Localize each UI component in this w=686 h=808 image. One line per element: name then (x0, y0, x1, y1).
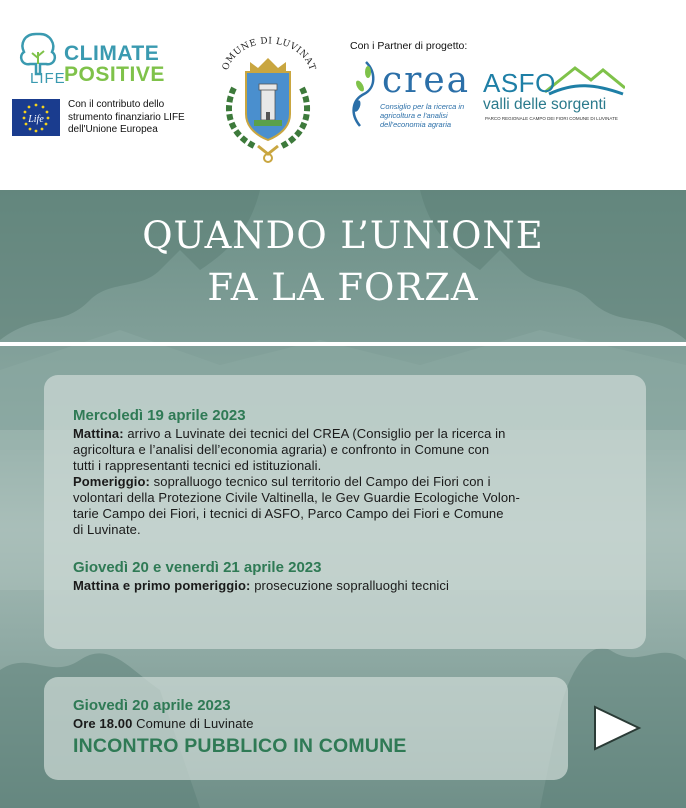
crea-subtitle: Consiglio per la ricerca in agricoltura e l'analisi dell'economia agraria (380, 102, 465, 129)
afternoon-line-4: di Luvinate. (73, 522, 141, 537)
afternoon-label: Pomeriggio: (73, 474, 150, 489)
day1-heading: Mercoledì 19 aprile 2023 (73, 407, 246, 424)
luvinate-crest (214, 28, 322, 168)
asfo-name: ASFO (483, 68, 556, 98)
eu-contribution-text: Con il contributo dello strumento finanziario LIFE dell'Unione Europea (68, 99, 185, 135)
climate-positive-logo (16, 30, 181, 90)
crest-label: OMUNE DI LUVINAT (221, 36, 318, 72)
asfo-logo (483, 58, 633, 128)
play-icon[interactable] (592, 704, 642, 752)
asfo-tagline: valli delle sorgenti (483, 96, 607, 113)
event-time: Ore 18.00 (73, 716, 133, 731)
wheat-icon (346, 58, 380, 130)
page-title-line-1: QUANDO L’UNIONE (142, 214, 544, 257)
partners-label: Con i Partner di progetto: (350, 40, 468, 52)
life-label: LIFE (30, 70, 66, 87)
day1-morning-text (73, 426, 578, 538)
climate-label: CLIMATE (64, 42, 160, 65)
event-place: Comune di Luvinate (132, 716, 254, 731)
asfo-subtitle: PARCO REGIONALE CAMPO DEI FIORI COMUNE DI LUVINATE (485, 116, 618, 121)
crea-name: crea (382, 60, 471, 101)
afternoon-line-1: sopralluogo tecnico sul territorio del Campo dei Fiori con i (149, 474, 491, 489)
event-heading: Giovedì 20 aprile 2023 (73, 697, 231, 714)
day2-heading: Giovedì 20 e venerdì 21 aprile 2023 (73, 559, 322, 576)
afternoon-line-3: tarie Campo dei Fiori, i tecnici di ASFO, Parco Campo dei Fiori e Comune (73, 506, 504, 521)
eu-flag-label: Life (28, 114, 44, 125)
morning-label: Mattina: (73, 426, 124, 441)
page-title-line-2: FA LA FORZA (207, 266, 479, 309)
crea-logo (346, 58, 476, 130)
morning-line-2: agricoltura e l’analisi dell’economia agraria) e confronto in Comune con (73, 442, 490, 457)
eu-flag-icon (12, 99, 60, 136)
header (0, 0, 686, 190)
day2-label: Mattina e primo pomeriggio: (73, 578, 251, 593)
mountain-icon (545, 62, 625, 96)
positive-label: POSITIVE (64, 63, 165, 86)
day2-text (73, 578, 578, 594)
morning-line-3: tutti i rappresentanti tecnici ed istituzionali. (73, 458, 322, 473)
event-time-place (73, 716, 254, 732)
afternoon-line-2: volontari della Protezione Civile Valtinella, le Gev Guardie Ecologiche Volon- (73, 490, 520, 505)
morning-line-1: arrivo a Luvinate dei tecnici del CREA (Consiglio per la ricerca in (123, 426, 506, 441)
event-title: INCONTRO PUBBLICO IN COMUNE (73, 735, 407, 757)
day2-description: prosecuzione sopralluoghi tecnici (250, 578, 449, 593)
divider-line (0, 342, 686, 346)
